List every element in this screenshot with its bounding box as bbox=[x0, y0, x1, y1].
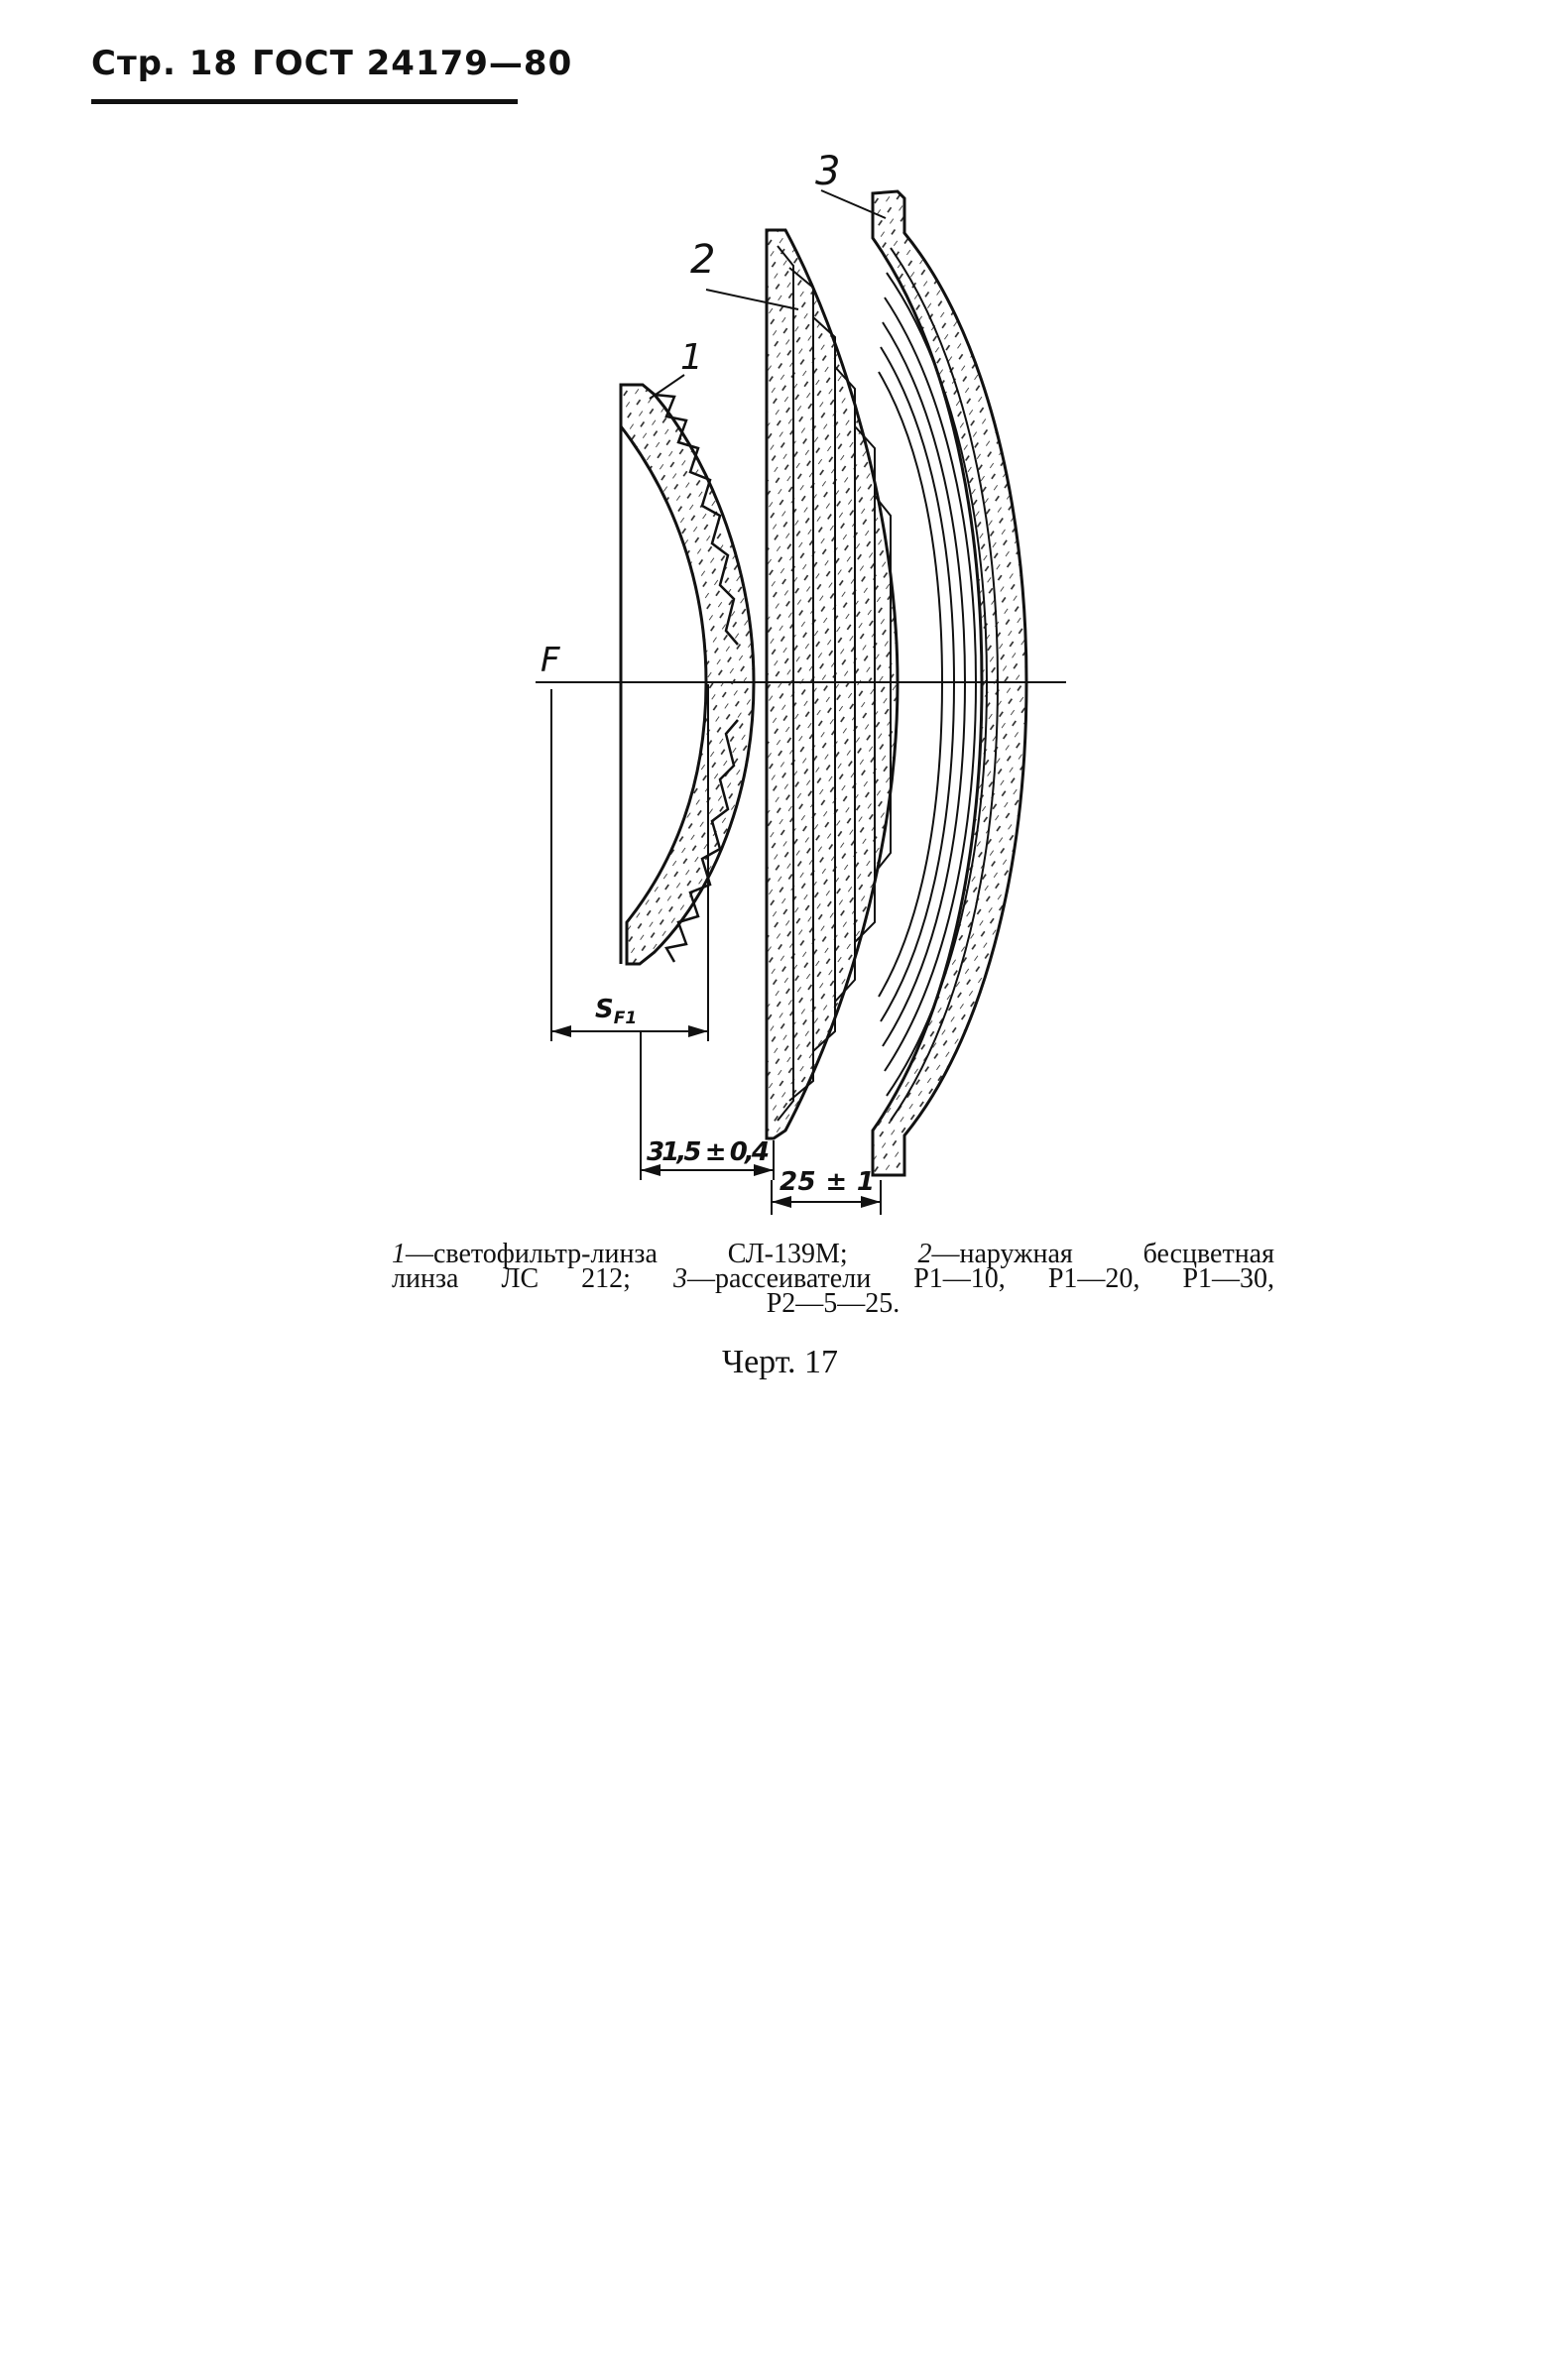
label-item-3: 3 bbox=[815, 149, 841, 194]
caption-num-2: 2 bbox=[917, 1239, 932, 1269]
caption-item-3-part-3: Р1—30, bbox=[1182, 1263, 1275, 1294]
label-item-2: 2 bbox=[690, 237, 716, 283]
label-dim-31: 31,5 ± 0,4 bbox=[647, 1137, 770, 1167]
label-dim-sf-sub: F1 bbox=[613, 1009, 638, 1028]
caption-item-3-part-1: —рассеиватели Р1—10, bbox=[686, 1263, 1006, 1294]
standard-code: ГОСТ 24179—80 bbox=[252, 44, 573, 83]
lens-1-filter bbox=[621, 385, 754, 964]
page-number: Стр. 18 bbox=[91, 44, 239, 83]
lens-2-colourless bbox=[767, 230, 898, 1138]
figure-caption bbox=[392, 1239, 1275, 1294]
svg-text:SF1 bbox=[595, 995, 637, 1028]
figure-title: Черт. 17 bbox=[721, 1344, 839, 1380]
caption-item-3-part-4: Р2—5—25. bbox=[766, 1288, 900, 1319]
caption-item-2-part-1: —наружная бесцветная bbox=[931, 1239, 1274, 1269]
caption-item-3-part-2: Р1—20, bbox=[1047, 1263, 1140, 1294]
figure-caption-end bbox=[392, 1288, 1274, 1319]
caption-num-3: 3 bbox=[672, 1263, 687, 1294]
caption-item-2-part-2: линза ЛС 212; bbox=[392, 1263, 631, 1294]
label-item-1: 1 bbox=[680, 337, 703, 378]
label-focus: F bbox=[540, 641, 560, 680]
caption-item-1: —светофильтр-линза СЛ-139М; bbox=[406, 1239, 848, 1269]
caption-num-1: 1 bbox=[392, 1239, 406, 1269]
label-dim-25: 25 ± 1 bbox=[780, 1167, 875, 1197]
label-dim-sf: S bbox=[595, 995, 614, 1024]
